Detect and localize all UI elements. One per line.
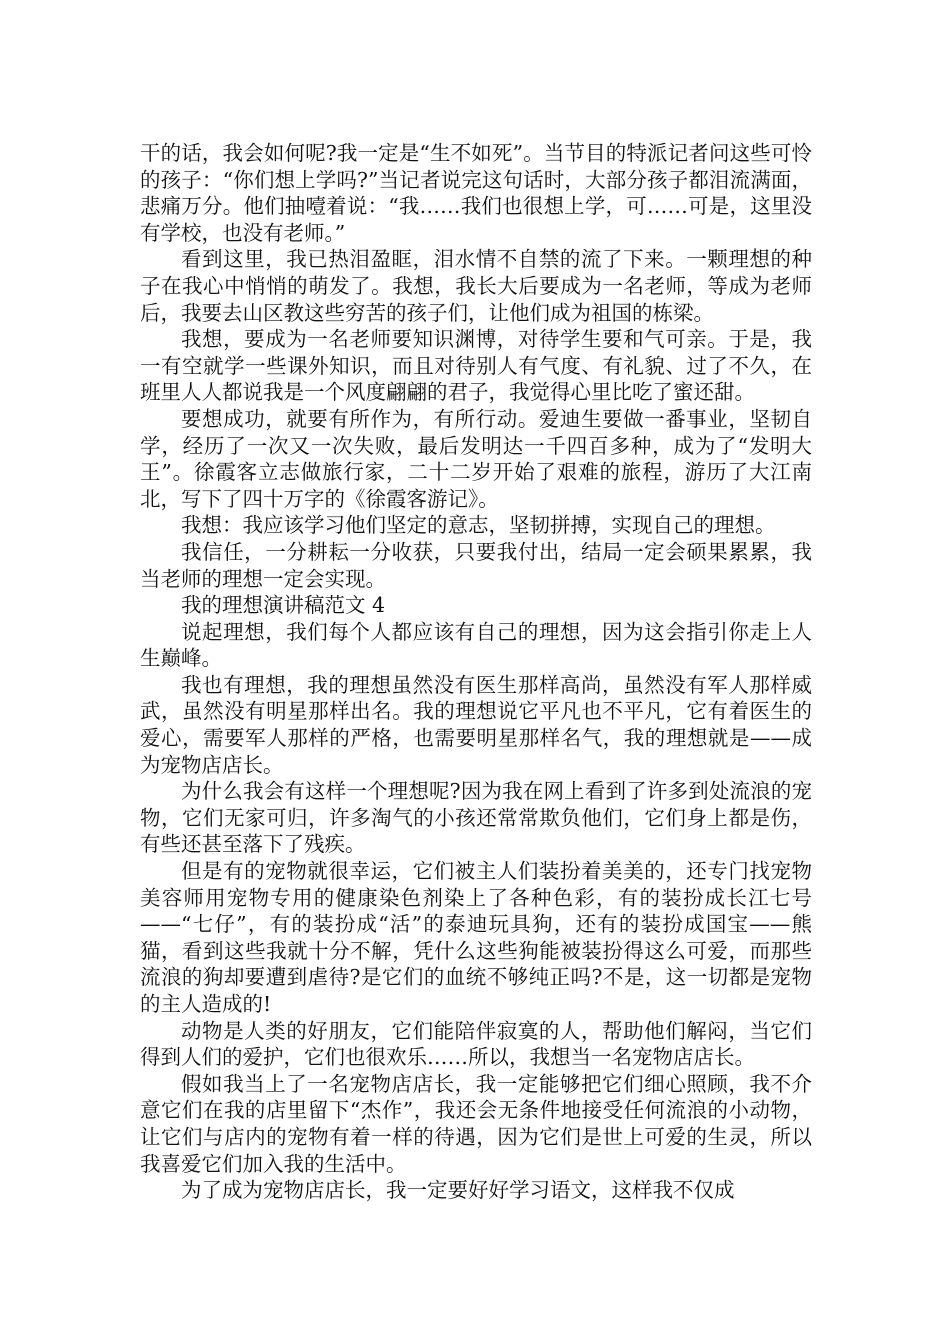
paragraph-3: 我想，要成为一名老师要知识渊博，对待学生要和气可亲。于是，我一有空就学一些课外知识，而且对待别人有气度、有礼貌、过了不久，在班里人人都说我是一个风度翩翩的君子，我觉得心里比吃了蜜还甜。 [140, 327, 812, 405]
paragraph-12: 假如我当上了一名宠物店店长，我一定能够把它们细心照顾，我不介意它们在我的店里留下“杰作”，我还会无条件地接受任何流浪的小动物，让它们与店内的宠物有着一样的待遇，因为它们是世上可爱的生灵，所以我喜爱它们加入我的生活中。 [140, 1071, 812, 1176]
paragraph-4: 要想成功，就要有所作为，有所行动。爱迪生要做一番事业，坚韧自学，经历了一次又一次失败，最后发明达一千四百多种，成为了“发明大王”。徐霞客立志做旅行家，二十二岁开始了艰难的旅程，游历了大江南北，写下了四十万字的《徐霞客游记》。 [140, 406, 812, 511]
paragraph-7: 说起理想，我们每个人都应该有自己的理想，因为这会指引你走上人生巅峰。 [140, 619, 812, 671]
paragraph-2: 看到这里，我已热泪盈眶，泪水情不自禁的流了下来。一颗理想的种子在我心中悄悄的萌发了。我想，我长大后要成为一名老师，等成为老师后，我要去山区教这些穷苦的孩子们，让他们成为祖国的栋梁。 [140, 247, 812, 325]
paragraph-13: 为了成为宠物店店长，我一定要好好学习语文，这样我不仅成 [181, 1178, 735, 1203]
document-page [140, 140, 812, 1204]
paragraph-10: 但是有的宠物就很幸运，它们被主人们装扮着美美的，还专门找宠物美容师用宠物专用的健康染色剂染上了各种色彩，有的装扮成长江七号——“七仔”，有的装扮成“活”的泰迪玩具狗，还有的装扮成国宝——熊猫，看到这些我就十分不解，凭什么这些狗能被装扮得这么可爱，而那些流浪的狗却要遭到虐待?是它们的血统不够纯正吗?不是，这一切都是宠物的主人造成的! [140, 859, 812, 1016]
paragraph-1: 干的话，我会如何呢?我一定是“生不如死”。当节目的特派记者问这些可怜的孩子：“你们想上学吗?”当记者说完这句话时，大部分孩子都泪流满面，悲痛万分。他们抽噎着说：“我……我们也很想上学，可……可是，这里没有学校，也没有老师。” [140, 141, 812, 245]
paragraph-9: 为什么我会有这样一个理想呢?因为我在网上看到了许多到处流浪的宠物，它们无家可归，许多淘气的小孩还常常欺负他们，它们身上都是伤，有些还甚至落下了残疾。 [140, 779, 812, 857]
paragraph-6: 我信任，一分耕耘一分收获，只要我付出，结局一定会硕果累累，我当老师的理想一定会实现。 [140, 539, 812, 591]
section-heading: 我的理想演讲稿范文 4 [181, 593, 386, 618]
paragraph-8: 我也有理想，我的理想虽然没有医生那样高尚，虽然没有军人那样威武，虽然没有明星那样出名。我的理想说它平凡也不平凡，它有着医生的爱心，需要军人那样的严格，也需要明星那样名气，我的理想就是——成为宠物店店长。 [140, 672, 812, 777]
paragraph-11: 动物是人类的好朋友，它们能陪伴寂寞的人，帮助他们解闷，当它们得到人们的爱护，它们也很欢乐……所以，我想当一名宠物店店长。 [140, 1018, 812, 1070]
paragraph-5: 我想：我应该学习他们坚定的意志，坚韧拼搏，实现自己的理想。 [181, 513, 776, 538]
